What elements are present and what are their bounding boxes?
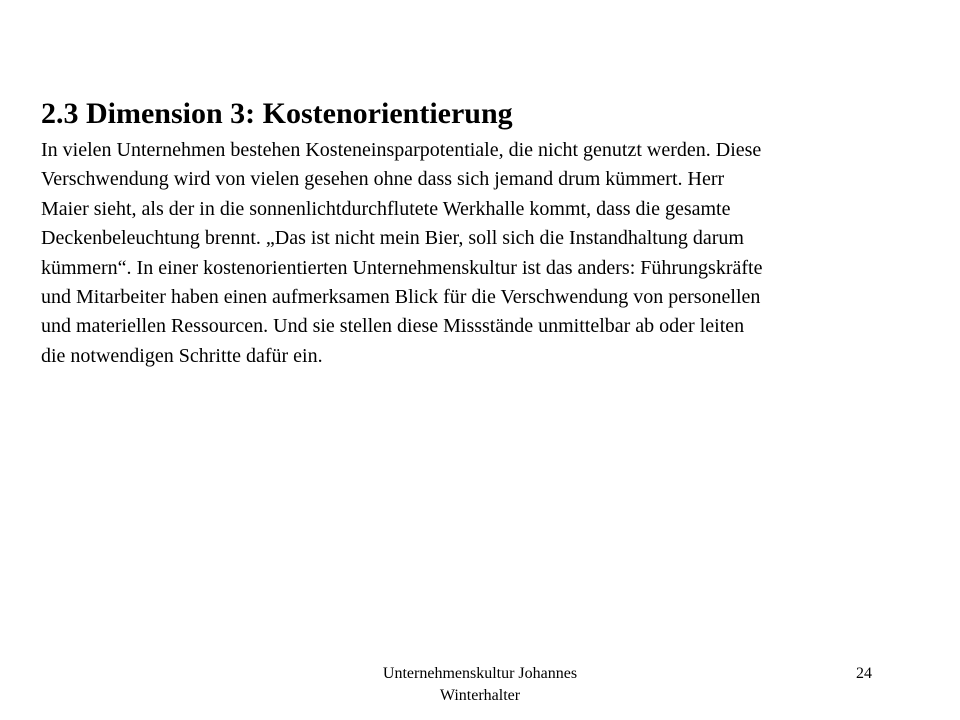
body-line: und Mitarbeiter haben einen aufmerksamen Blick für die Verschwendung von personellen bbox=[41, 286, 761, 309]
footer-title bbox=[330, 663, 630, 707]
slide-content bbox=[41, 92, 921, 371]
body-line: Deckenbeleuchtung brennt. „Das ist nicht mein Bier, soll sich die Instandhaltung darum bbox=[41, 227, 744, 250]
body-line: die notwendigen Schritte dafür ein. bbox=[41, 344, 323, 367]
body-line: In vielen Unternehmen bestehen Kosteneinsparpotentiale, die nicht genutzt werden. Diese bbox=[41, 139, 762, 161]
slide-heading: 2.3 Dimension 3: Kostenorientierung bbox=[41, 97, 513, 130]
footer-title-line: Winterhalter bbox=[439, 687, 521, 704]
slide-body-text bbox=[41, 136, 921, 371]
body-line: kümmern“. In einer kostenorientierten Unternehmenskultur ist das anders: Führungskräfte bbox=[41, 256, 763, 279]
body-line: Verschwendung wird von vielen gesehen ohne dass sich jemand drum kümmert. Herr bbox=[41, 168, 725, 191]
page-number: 24 bbox=[856, 665, 872, 682]
body-line: und materiellen Ressourcen. Und sie stellen diese Missstände unmittelbar ab oder leiten bbox=[41, 315, 745, 338]
footer-title-line: Unternehmenskultur Johannes bbox=[382, 665, 578, 682]
body-line: Maier sieht, als der in die sonnenlichtdurchflutete Werkhalle kommt, dass die gesamte bbox=[41, 197, 731, 220]
